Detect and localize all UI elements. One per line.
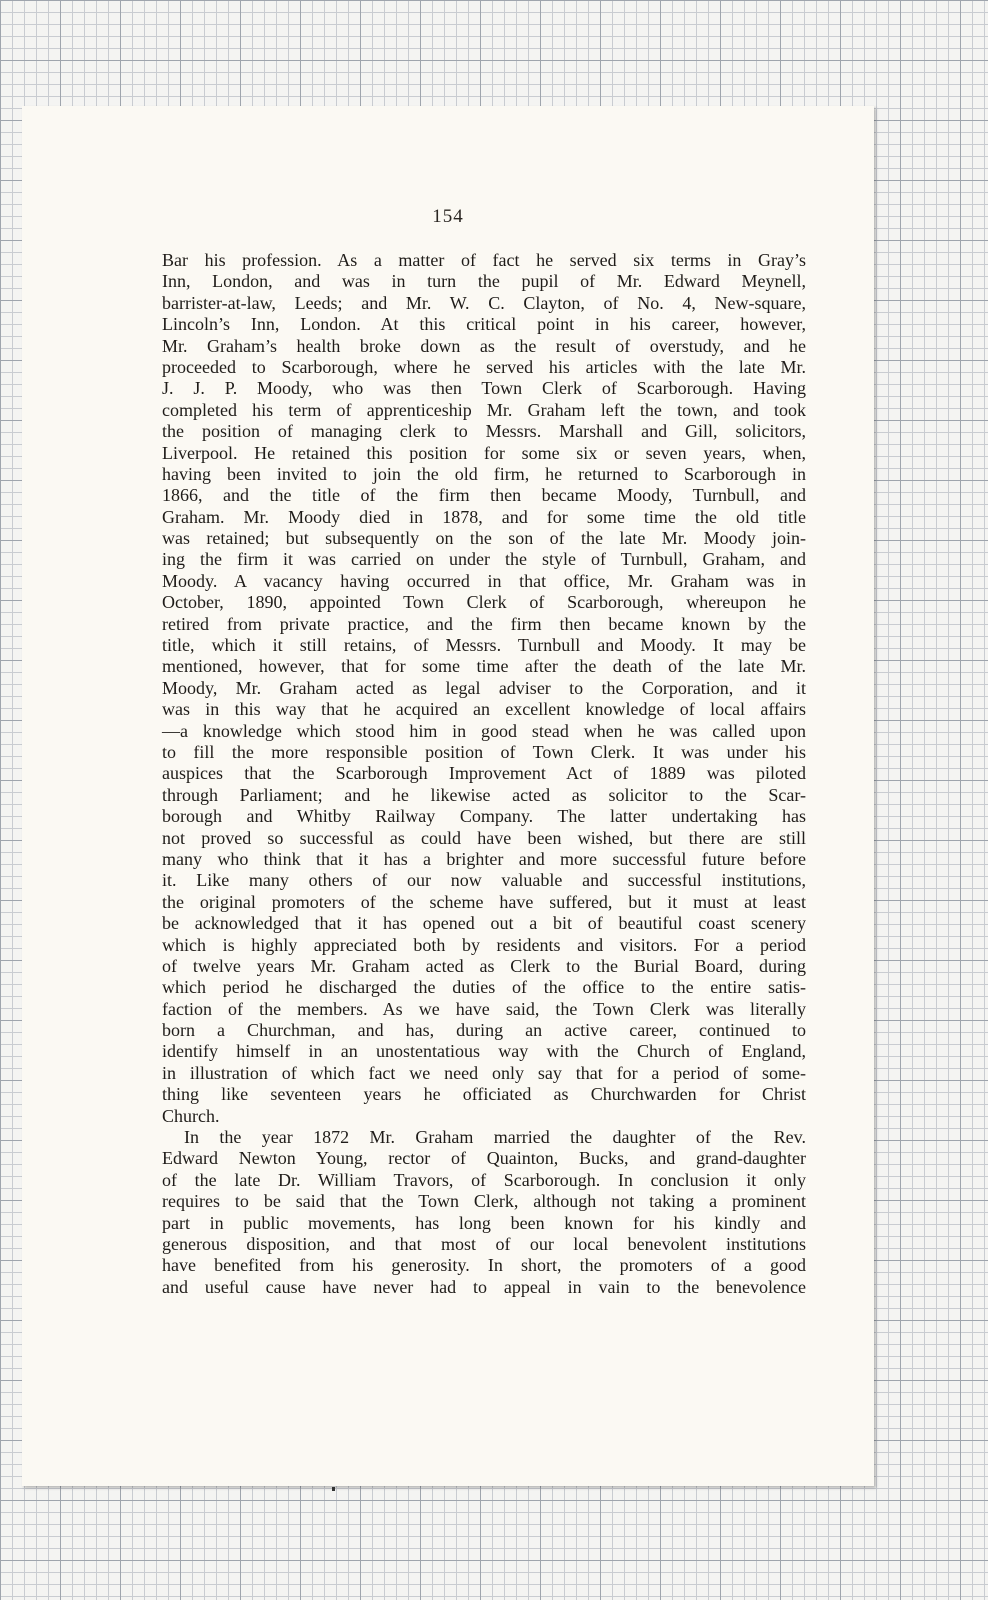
text-line: have benefited from his generosity. In short, the promoters of a good: [162, 1255, 806, 1276]
text-line: —a knowledge which stood him in good stead when he was called upon: [162, 720, 806, 741]
text-line: title, which it still retains, of Messrs. Turnbull and Moody. It may be: [162, 635, 806, 656]
text-line: ing the firm it was carried on under the style of Turnbull, Graham, and: [162, 549, 806, 570]
text-line: part in public movements, has long been known for his kindly and: [162, 1212, 806, 1233]
text-line: J. J. P. Moody, who was then Town Clerk of Scarborough. Having: [162, 378, 806, 399]
text-line: the original promoters of the scheme have suffered, but it must at least: [162, 891, 806, 912]
text-line: in illustration of which fact we need only say that for a period of some-: [162, 1062, 806, 1083]
page-number: 154: [432, 206, 464, 227]
text-line: of twelve years Mr. Graham acted as Clerk to the Burial Board, during: [162, 955, 806, 976]
text-line: mentioned, however, that for some time after the death of the late Mr.: [162, 656, 806, 677]
text-line: to fill the more responsible position of Town Clerk. It was under his: [162, 741, 806, 762]
text-line: faction of the members. As we have said, the Town Clerk was literally: [162, 998, 806, 1019]
text-line: many who think that it has a brighter and more successful future before: [162, 848, 806, 869]
text-line: which is highly appreciated both by residents and visitors. For a period: [162, 934, 806, 955]
text-line: borough and Whitby Railway Company. The latter undertaking has: [162, 806, 806, 827]
text-line: October, 1890, appointed Town Clerk of Scarborough, whereupon he: [162, 592, 806, 613]
text-line: which period he discharged the duties of the office to the entire satis-: [162, 977, 806, 998]
text-line: not proved so successful as could have been wished, but there are still: [162, 827, 806, 848]
text-line: was in this way that he acquired an excellent knowledge of local affairs: [162, 699, 806, 720]
text-line: retired from private practice, and the firm then became known by the: [162, 613, 806, 634]
text-line: be acknowledged that it has opened out a bit of beautiful coast scenery: [162, 913, 806, 934]
body-text: [162, 250, 806, 1298]
text-line: Graham. Mr. Moody died in 1878, and for some time the old title: [162, 506, 806, 527]
text-line: born a Churchman, and has, during an active career, continued to: [162, 1020, 806, 1041]
ink-speck: [332, 1487, 335, 1491]
text-line: In the year 1872 Mr. Graham married the daughter of the Rev.: [184, 1127, 806, 1148]
text-line: Lincoln’s Inn, London. At this critical point in his career, however,: [162, 314, 806, 335]
text-line: proceeded to Scarborough, where he served his articles with the late Mr.: [162, 356, 806, 377]
text-line: auspices that the Scarborough Improvement Act of 1889 was piloted: [162, 763, 806, 784]
text-line: Liverpool. He retained this position for some six or seven years, when,: [162, 442, 806, 463]
text-line: Church.: [162, 1105, 220, 1126]
text-line: thing like seventeen years he officiated as Churchwarden for Christ: [162, 1084, 806, 1105]
text-line: Moody, Mr. Graham acted as legal adviser to the Corporation, and it: [162, 677, 806, 698]
text-line: Edward Newton Young, rector of Quainton, Bucks, and grand-daughter: [162, 1148, 806, 1169]
text-line: completed his term of apprenticeship Mr. Graham left the town, and took: [162, 399, 806, 420]
text-line: Inn, London, and was in turn the pupil of Mr. Edward Meynell,: [162, 271, 806, 292]
text-line: generous disposition, and that most of our local benevolent institutions: [162, 1233, 806, 1254]
text-line: of the late Dr. William Travors, of Scarborough. In conclusion it only: [162, 1169, 806, 1190]
text-line: the position of managing clerk to Messrs. Marshall and Gill, solicitors,: [162, 421, 806, 442]
text-line: requires to be said that the Town Clerk, although not taking a prominent: [162, 1191, 806, 1212]
text-line: Mr. Graham’s health broke down as the result of overstudy, and he: [162, 335, 806, 356]
page-sheet: [22, 106, 874, 1486]
text-line: Bar his profession. As a matter of fact he served six terms in Gray’s: [162, 250, 806, 270]
text-line: and useful cause have never had to appeal in vain to the benevolence: [162, 1276, 806, 1297]
text-line: barrister-at-law, Leeds; and Mr. W. C. Clayton, of No. 4, New-square,: [162, 292, 806, 313]
text-line: through Parliament; and he likewise acted as solicitor to the Scar-: [162, 784, 806, 805]
text-line: it. Like many others of our now valuable and successful institutions,: [162, 870, 806, 891]
text-line: 1866, and the title of the firm then became Moody, Turnbull, and: [162, 485, 806, 506]
text-line: was retained; but subsequently on the son of the late Mr. Moody join-: [162, 528, 806, 549]
text-line: Moody. A vacancy having occurred in that office, Mr. Graham was in: [162, 570, 806, 591]
text-line: having been invited to join the old firm, he returned to Scarborough in: [162, 463, 806, 484]
text-line: identify himself in an unostentatious way with the Church of England,: [162, 1041, 806, 1062]
